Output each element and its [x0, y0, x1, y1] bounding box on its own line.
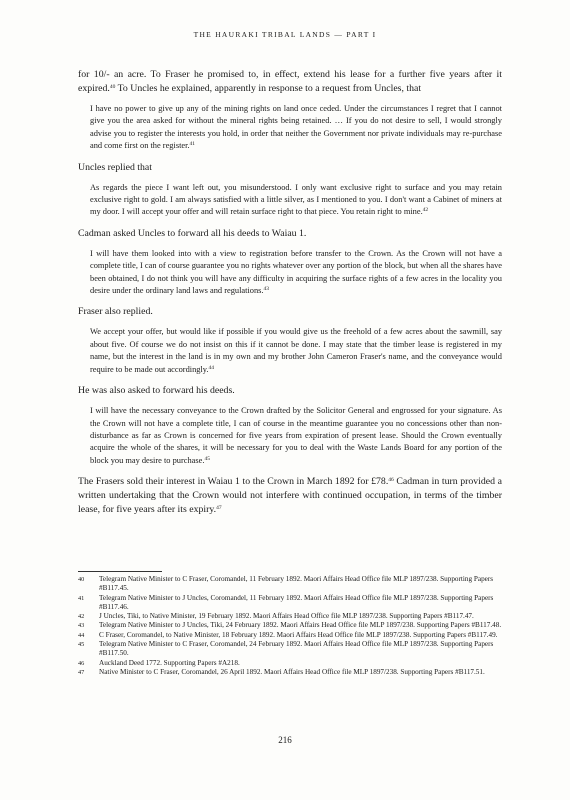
- footnote-number: 41: [78, 594, 85, 602]
- block-quote: [90, 103, 502, 153]
- footnote: [78, 621, 502, 630]
- paragraph: [78, 305, 502, 319]
- footnote: [78, 612, 502, 621]
- footnote-number: 45: [78, 641, 85, 649]
- footnote-ref: 44: [208, 364, 215, 371]
- footnote-text: J Uncles, Tiki, to Native Minister, 19 February 1892. Maori Affairs Head Office file MLP 1897/238. Supporting Papers #B117.47.: [99, 612, 474, 621]
- paragraph: [78, 475, 502, 517]
- text: Fraser also replied.: [78, 306, 153, 318]
- paragraph: [78, 227, 502, 241]
- block-quote: [90, 182, 502, 219]
- footnote: [78, 640, 502, 659]
- paragraph: [78, 68, 502, 96]
- footnotes: [78, 575, 502, 677]
- block-quote: [90, 248, 502, 298]
- footnote-number: 44: [78, 631, 85, 639]
- footnote-text: Telegram Native Minister to C Fraser, Coromandel, 24 February 1892. Maori Affairs Head Office file MLP 1897/238. Supporting Papers #B117.50.: [99, 640, 494, 658]
- text: As regards the piece I want left out, you misunderstood. I only want exclusive right to surface and you may retain exclusive right to gold. I am always satisfied with a little silver, as I mentioned to you. I don't want a Cabinet of miners at my door. I will accept your offer and will retain surface right to that piece. You retain right to mine.: [90, 182, 502, 217]
- footnote-number: 42: [78, 613, 85, 621]
- footnote-text: Telegram Native Minister to J Uncles, Tiki, 24 February 1892. Maori Affairs Head Office file MLP 1897/238. Supporting Papers #B117.48.: [99, 621, 502, 630]
- footnote: [78, 575, 502, 594]
- footnote-number: 40: [78, 576, 85, 583]
- page-number: 216: [278, 735, 292, 745]
- footnote-number: 43: [78, 622, 85, 630]
- footnote-ref: 41: [189, 141, 196, 148]
- footnote-text: C Fraser, Coromandel, to Native Minister, 18 February 1892. Maori Affairs Head Office file MLP 1897/238. Supporting Papers #B117.49.: [99, 630, 498, 639]
- text: I have no power to give up any of the mining rights on land once ceded. Under the circumstances I regret that I cannot give you the area asked for without the mineral rights being retained. … If you do not desire to sell, I would strongly advise you to register the interests you hold, in order that neither the Government nor private individuals may re-purchase and come first on the register.: [90, 104, 502, 151]
- text: The Frasers sold their interest in Waiau 1 to the Crown in March 1892 for £78.: [78, 476, 389, 488]
- footnote-number: 46: [78, 659, 85, 667]
- text: We accept your offer, but would like if possible if you would give us the freehold of a few acres about the sawmill, say about five. Of course we do not insist on this if it cannot be done. I may state that the timber lease is registered in my name, but the interest in the land is in my own and my brother John Cameron Fraser's name, and the conveyance would require to be made out accordingly.: [90, 327, 502, 374]
- footnote: [78, 659, 502, 668]
- footnote-text: Native Minister to C Fraser, Coromandel, 26 April 1892. Maori Affairs Head Office file MLP 1897/238. Supporting Papers #B117.51.: [99, 667, 485, 676]
- footnote-text: Telegram Native Minister to C Fraser, Coromandel, 11 February 1892. Maori Affairs Head Office file MLP 1897/238. Supporting Papers #B117.45.: [99, 575, 494, 593]
- footnote: [78, 668, 502, 677]
- text: I will have them looked into with a view to registration before transfer to the Crown. As the Crown will not have a complete title, I can of course guarantee you no rights whatever over any portion of the block, but when all the shares have been obtained, I do not think you will have any difficulty in acquiring the surface rights of a few acres in the locality you desire under the ordinary land laws and regulations.: [90, 248, 502, 296]
- footnote-ref: 43: [263, 286, 269, 293]
- text: Cadman in turn provided a written undertaking that the Crown would not interfere with continued occupation, in terms of the timber lease, for five years after its expiry.: [78, 476, 502, 516]
- block-quote: [90, 326, 502, 376]
- block-quote: [90, 405, 502, 467]
- footnote-number: 47: [78, 668, 85, 676]
- footnote-rule: [78, 571, 162, 572]
- footnote-text: Telegram Native Minister to J Uncles, Coromandel, 11 February 1892. Maori Affairs Head Office file MLP 1897/238. Supporting Papers #B117.46.: [99, 593, 494, 611]
- footnote-ref: 40: [109, 84, 116, 90]
- paragraph: [78, 384, 502, 398]
- text: for 10/- an acre. To Fraser he promised to, in effect, extend his lease for a further five years after it expired.: [78, 69, 502, 94]
- text: I will have the necessary conveyance to the Crown drafted by the Solicitor General and engrossed for your signature. As the Crown will not have a complete title, I can of course in the meantime guarantee you no concessions other than non-disturbance as far as Crown is concerned for five years from expiration of present lease. Should the Crown eventually acquire the whole of the shares, it will be necessary for you to deal with the Waste Lands Board for any portion of the block you may desire to purchase.: [90, 406, 502, 465]
- footnote: [78, 631, 502, 640]
- text: Cadman asked Uncles to forward all his deeds to Waiau 1.: [78, 227, 307, 239]
- footnote-ref: 47: [216, 505, 222, 512]
- text: He was also asked to forward his deeds.: [78, 385, 235, 397]
- footnote-text: Auckland Deed 1772. Supporting Papers #A218.: [99, 658, 240, 667]
- footnote: [78, 594, 502, 613]
- footnote-ref: 46: [388, 477, 394, 484]
- footnote-ref: 42: [422, 207, 429, 214]
- footnote-ref: 45: [204, 455, 210, 462]
- body-text: [78, 68, 502, 524]
- paragraph: [78, 161, 502, 175]
- text: To Uncles he explained, apparently in response to a request from Uncles, that: [115, 83, 422, 94]
- text: Uncles replied that: [78, 161, 152, 173]
- running-header: THE HAURAKI TRIBAL LANDS — PART I: [193, 30, 377, 39]
